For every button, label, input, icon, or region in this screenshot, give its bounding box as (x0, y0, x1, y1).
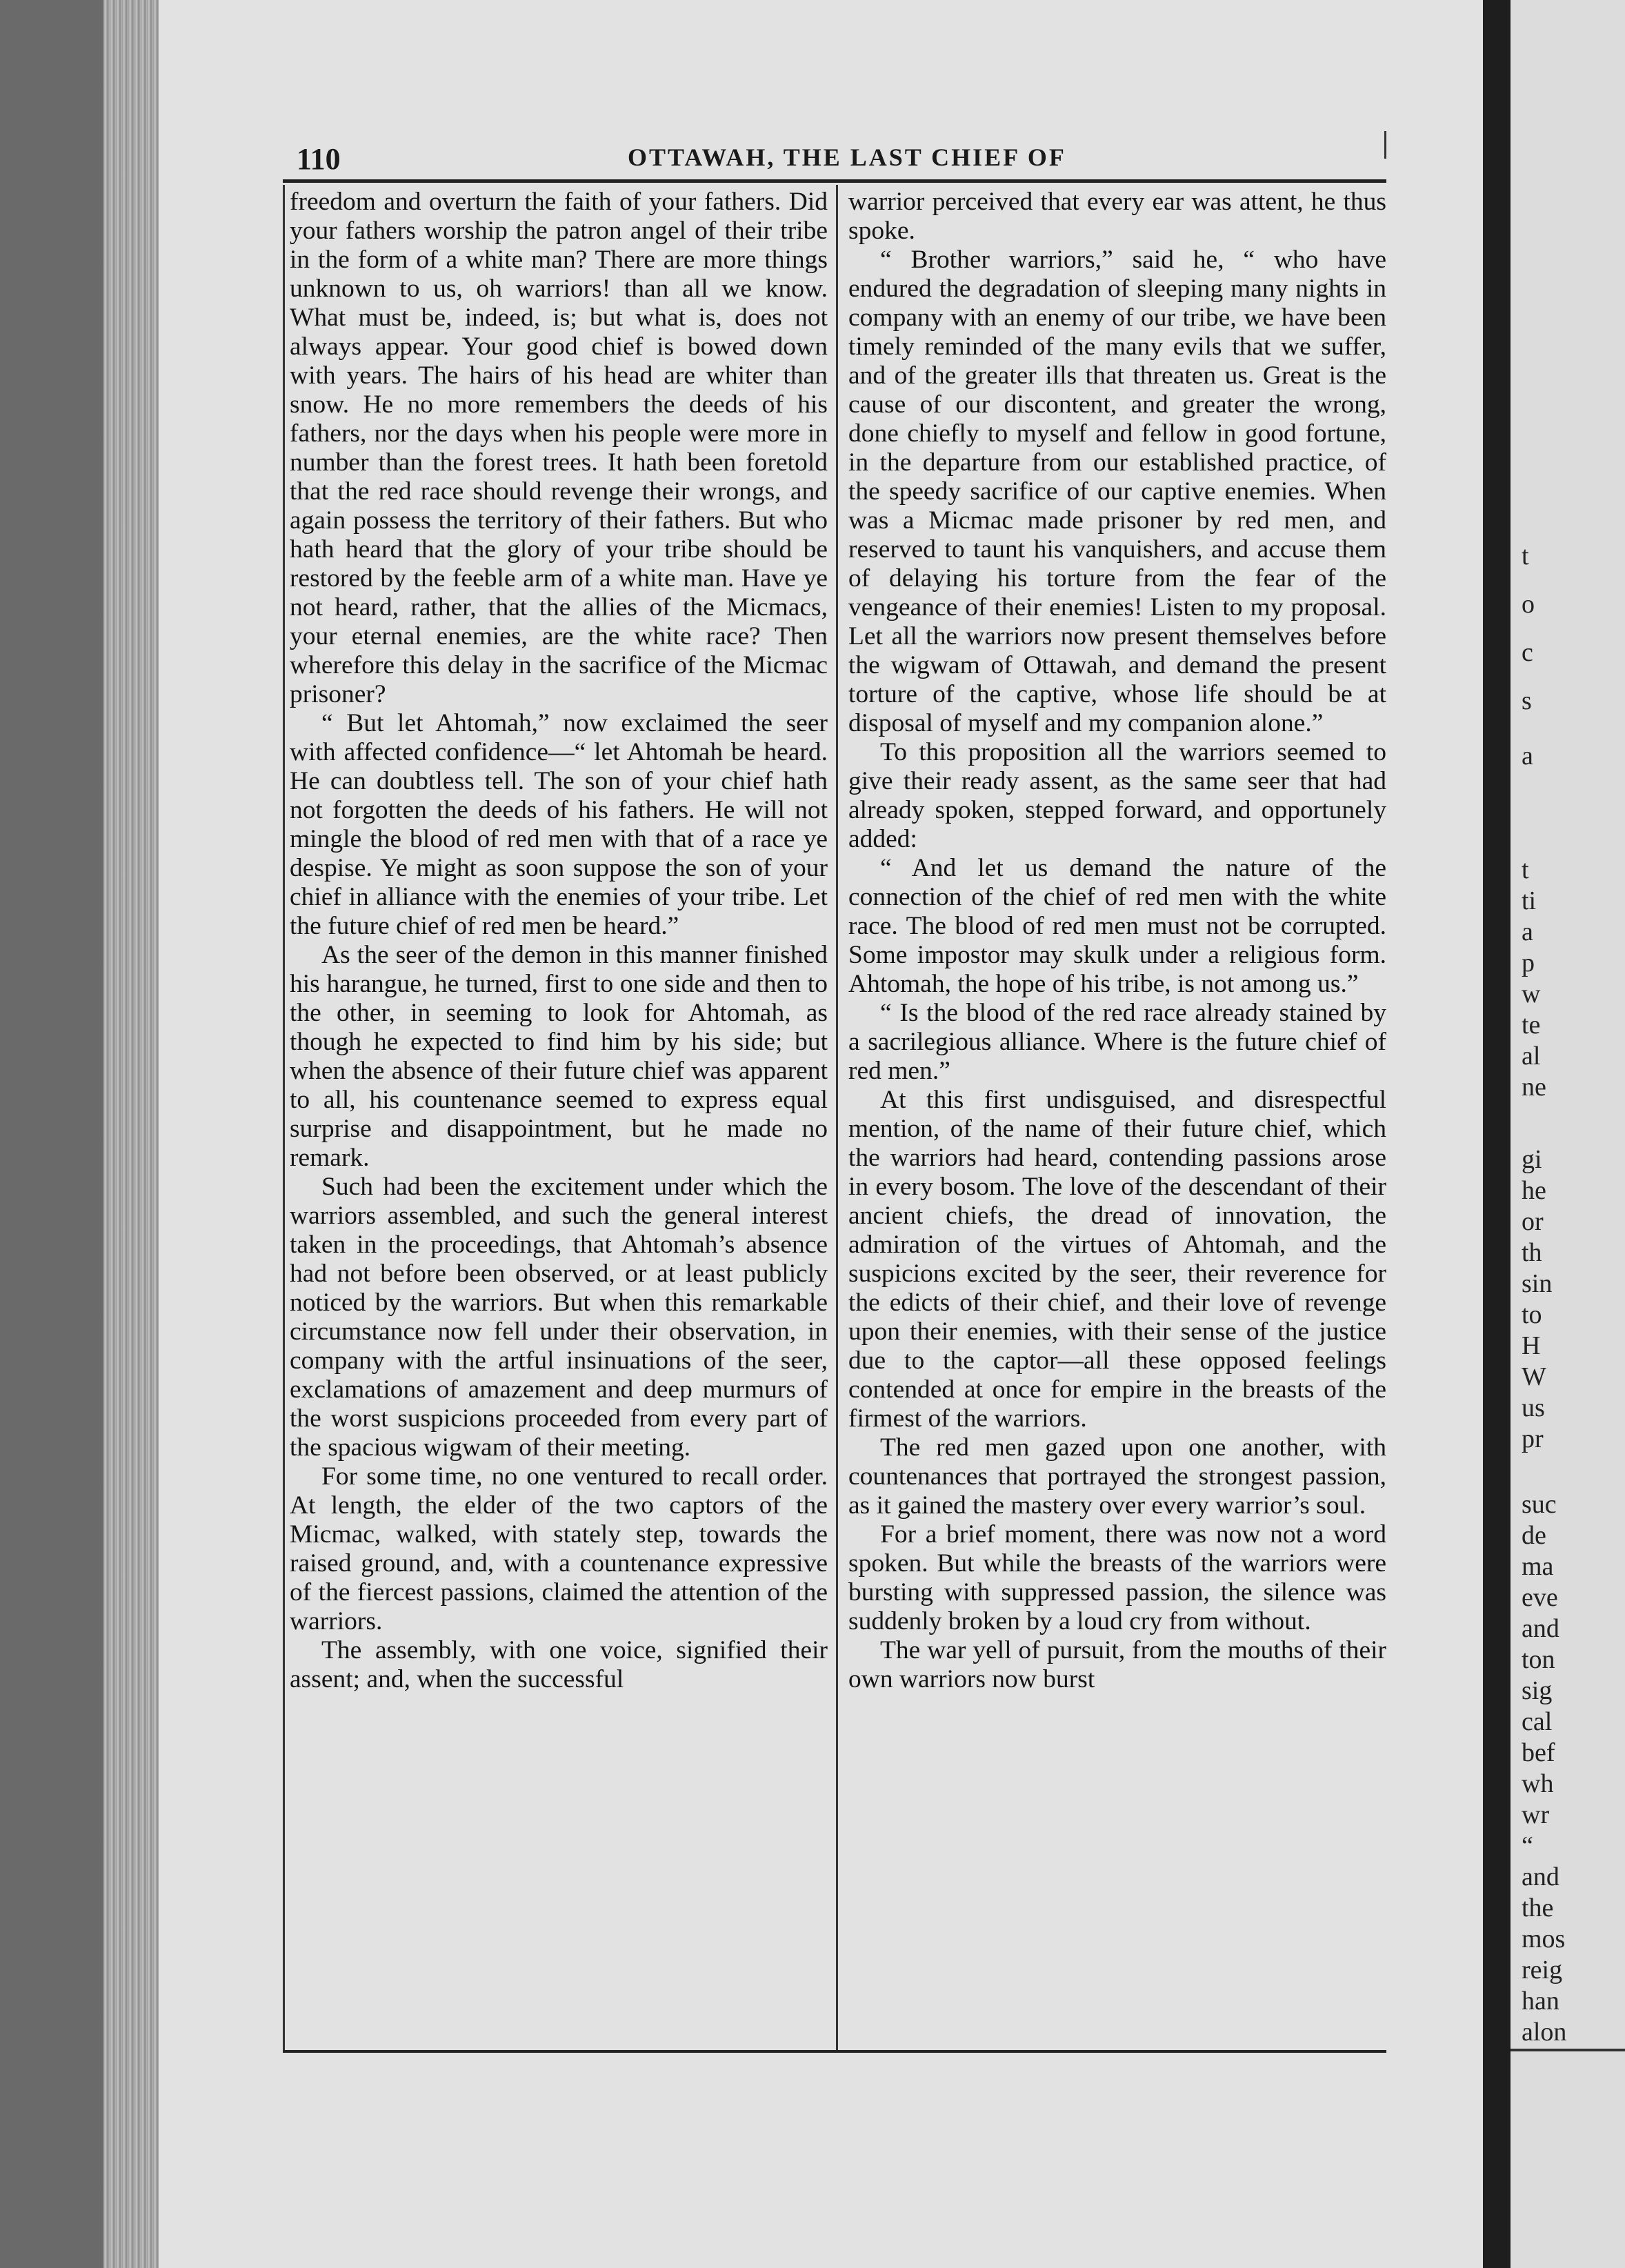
paragraph: At this first undisguised, and disrespectful mention, of the name of their future chief, which the warriors had heard, contending passions arose in every bosom. The love of the descendant of their ancient chiefs, the dread of innovation, the admiration of the virtues of Ahtomah, and the suspicions excited by the seer, their reverence for the edicts of their chief, and their love of revenge upon their enemies, with their sense of the justice due to the captor—all these opposed feelings contended at once for empire in the breasts of the firmest of the warriors. (848, 1086, 1386, 1433)
facing-page-fragment: te (1522, 1011, 1541, 1040)
facing-page-fragment: us (1522, 1393, 1545, 1422)
facing-page-fragment: han (1522, 1987, 1559, 2016)
facing-page-fragment: to (1522, 1300, 1542, 1329)
column-divider (836, 185, 838, 2051)
right-column (848, 188, 1386, 2050)
paragraph: The red men gazed upon one another, with countenances that portrayed the strongest passion, as it gained the mastery over every warrior’s soul. (848, 1433, 1386, 1520)
facing-page-fragment: H (1522, 1331, 1541, 1360)
left-column (290, 188, 828, 2050)
book-page-edges (103, 0, 159, 2268)
facing-page-fragment: th (1522, 1238, 1542, 1267)
facing-page-fragment: alon (1522, 2018, 1567, 2047)
facing-page-fragment: mos (1522, 1924, 1566, 1953)
facing-page-fragment: s (1522, 686, 1532, 715)
facing-page-fragment: de (1522, 1521, 1546, 1550)
binding-gutter (1483, 0, 1511, 2268)
facing-page-fragment: a (1522, 742, 1533, 770)
facing-page-fragment: c (1522, 638, 1533, 667)
facing-page-fragment: eve (1522, 1583, 1558, 1612)
bottom-rule (283, 2050, 1386, 2053)
facing-page-fragment: p (1522, 948, 1535, 977)
paragraph: The assembly, with one voice, signified their assent; and, when the successful (290, 1636, 828, 1693)
facing-page-fragment: “ (1522, 1831, 1533, 1860)
paragraph: To this proposition all the warriors seemed to give their ready assent, as the same seer that had already spoken, stepped forward, and opportunely added: (848, 738, 1386, 853)
facing-page-fragment: and (1522, 1614, 1559, 1643)
paragraph: For a brief moment, there was now not a word spoken. But while the breasts of the warriors were bursting with suppressed passion, the silence was suddenly broken by a loud cry from without. (848, 1520, 1386, 1635)
paragraph: warrior perceived that every ear was attent, he thus spoke. (848, 188, 1386, 245)
facing-page-fragment: and (1522, 1862, 1559, 1891)
paragraph: freedom and overturn the faith of your fathers. Did your fathers worship the patron angel of their tribe in the form of a white man? There are more things unknown to us, oh warriors! than all we know. What must be, indeed, is; but what is, does not always appear. Your good chief is bowed down with years. The hairs of his head are whiter than snow. He no more remembers the deeds of his fathers, nor the days when his people were more in number than the forest trees. It hath been foretold that the red race should revenge their wrongs, and again possess the territory of their fathers. But who hath heard that the glory of your tribe should be restored by the feeble arm of a white man. Have ye not heard, rather, that the allies of the Micmacs, your eternal enemies, are the white race? Then wherefore this delay in the sacrifice of the Micmac prisoner? (290, 188, 828, 708)
facing-page-fragment: bef (1522, 1738, 1555, 1767)
facing-page-fragment: a (1522, 917, 1533, 946)
running-head: OTTAWAH, THE LAST CHIEF OF (628, 143, 1066, 171)
top-rule (283, 179, 1386, 183)
facing-page-fragment: t (1522, 541, 1529, 570)
facing-page-fragment: t (1522, 855, 1529, 884)
paragraph: For some time, no one ventured to recall order. At length, the elder of the two captors of the Micmac, walked, with stately step, towards the raised ground, and, with a countenance expressive of the fiercest passions, claimed the attention of the warriors. (290, 1462, 828, 1635)
page-number: 110 (297, 142, 341, 176)
paragraph: “ And let us demand the nature of the connection of the chief of red men with the white race. The blood of red men must not be corrupted. Some impostor may skulk under a religious form. Ahtomah, the hope of his tribe, is not among us.” (848, 854, 1386, 998)
facing-page (1511, 0, 1625, 2268)
facing-page-rule (1511, 2049, 1625, 2051)
facing-page-fragment: wr (1522, 1800, 1550, 1829)
header-tick-mark (1384, 131, 1386, 159)
page-header (297, 141, 1386, 176)
paragraph: As the seer of the demon in this manner finished his harangue, he turned, first to one side and then to the other, in seeming to look for Ahtomah, as though he expected to find him by his side; but when the absence of their future chief was apparent to all, his countenance seemed to express equal surprise and disappointment, but he made no remark. (290, 941, 828, 1172)
facing-page-fragment: o (1522, 590, 1535, 619)
facing-page-fragment: he (1522, 1176, 1546, 1205)
facing-page-fragment: the (1522, 1893, 1554, 1922)
facing-page-fragment: ma (1522, 1552, 1554, 1581)
facing-page-fragment: sig (1522, 1676, 1553, 1705)
facing-page-fragment: wh (1522, 1769, 1554, 1798)
paragraph: “ But let Ahtomah,” now exclaimed the seer with affected confidence—“ let Ahtomah be heard. He can doubtless tell. The son of your chief hath not forgotten the deeds of his fathers. He will not mingle the blood of red men with that of a race ye despise. Ye might as soon suppose the son of your chief in alliance with the enemies of your tribe. Let the future chief of red men be heard.” (290, 709, 828, 940)
left-column-rule (283, 185, 285, 2051)
facing-page-fragment: or (1522, 1207, 1544, 1236)
facing-page-fragment: sin (1522, 1269, 1553, 1298)
facing-page-fragment: al (1522, 1042, 1541, 1071)
facing-page-fragment: reig (1522, 1956, 1563, 1984)
paragraph: “ Brother warriors,” said he, “ who have endured the degradation of sleeping many nights in company with an enemy of our tribe, we have been timely reminded of the many evils that we suffer, and of the greater ills that threaten us. Great is the cause of our discontent, and greater the wrong, done chiefly to myself and fellow in good fortune, in the departure from our established practice, of the speedy sacrifice of our captive enemies. When was a Micmac made prisoner by red men, and reserved to taunt his vanquishers, and accuse them of delaying his torture from the fear of the vengeance of their enemies! Listen to my proposal. Let all the warriors now present themselves before the wigwam of Ottawah, and demand the present torture of the captive, whose life should be at disposal of myself and my companion alone.” (848, 246, 1386, 737)
facing-page-fragment: w (1522, 979, 1541, 1008)
paragraph: Such had been the excitement under which the warriors assembled, and such the general interest taken in the proceedings, that Ahtomah’s absence had not before been observed, or at least publicly noticed by the warriors. But when this remarkable circumstance now fell under their observation, in company with the artful insinuations of the seer, exclamations of amazement and deep murmurs of the worst suspicions proceeded from every part of the spacious wigwam of their meeting. (290, 1173, 828, 1462)
facing-page-fragment: ne (1522, 1073, 1546, 1102)
facing-page-fragment: ti (1522, 886, 1537, 915)
paragraph: The war yell of pursuit, from the mouths of their own warriors now burst (848, 1636, 1386, 1693)
facing-page-fragment: pr (1522, 1424, 1544, 1453)
paragraph: “ Is the blood of the red race already stained by a sacrilegious alliance. Where is the future chief of red men.” (848, 999, 1386, 1085)
facing-page-fragment: cal (1522, 1707, 1553, 1736)
facing-page-fragment: suc (1522, 1490, 1557, 1519)
facing-page-fragment: W (1522, 1362, 1546, 1391)
facing-page-fragment: ton (1522, 1645, 1555, 1674)
facing-page-fragment: gi (1522, 1145, 1542, 1174)
